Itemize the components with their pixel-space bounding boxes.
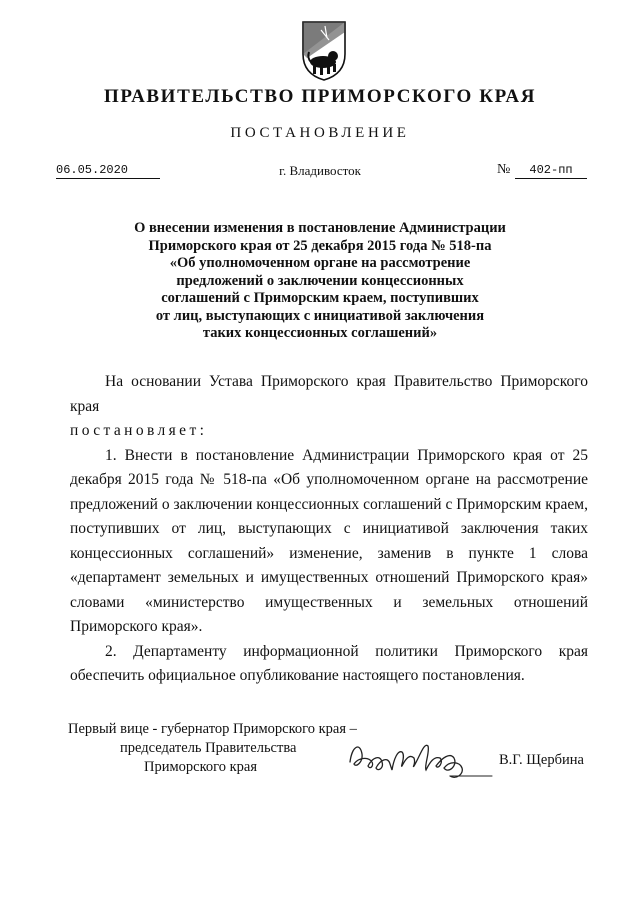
- heading-line: от лиц, выступающих с инициативой заключения: [155, 307, 485, 324]
- government-title: ПРАВИТЕЛЬСТВО ПРИМОРСКОГО КРАЯ: [103, 86, 537, 107]
- document-city: г. Владивосток: [279, 163, 361, 178]
- position-line: Первый вице - губернатор Приморского края –: [68, 721, 357, 737]
- intro-paragraph: На основании Устава Приморского края Правительство Приморского края: [70, 373, 588, 415]
- decree-word: постановляет:: [70, 422, 208, 439]
- heading-line: таких концессионных соглашений»: [202, 325, 438, 341]
- coat-of-arms-icon: [297, 18, 351, 82]
- document-type: ПОСТАНОВЛЕНИЕ: [230, 125, 410, 141]
- signer-name: В.Г. Щербина: [499, 752, 584, 768]
- heading-line: «Об уполномоченном органе на рассмотрение: [169, 255, 471, 271]
- document-number: 402-пп: [515, 163, 587, 179]
- heading-line: О внесении изменения в постановление Администрации: [134, 220, 506, 236]
- heading-line: соглашений с Приморским краем, поступивших: [161, 290, 479, 306]
- document-body: [70, 370, 588, 689]
- heading-line: Приморского края от 25 декабря 2015 года № 518-па: [148, 237, 492, 254]
- signatory-position: [68, 720, 357, 777]
- clause-1: 1. Внести в постановление Администрации Приморского края от 25 декабря 2015 года № 518-па «Об уполномоченном органе на рассмотрение предложений о заключении концессионных соглашений с Приморским краем, поступивших от лиц, выступающих с инициативой заключения таких концессионных соглашений» изменение, заменив в пункте 1 слова «департамент земельных и имущественных отношений Приморского края» словами «министерство имущественных и земельных отношений Приморского края».: [70, 446, 588, 635]
- number-sign: №: [497, 162, 511, 177]
- heading-line: предложений о заключении концессионных: [176, 272, 464, 289]
- position-line: председатель Правительства: [120, 740, 297, 756]
- document-date: 06.05.2020: [56, 163, 160, 179]
- handwritten-signature-icon: [346, 732, 496, 784]
- clause-2: 2. Департаменту информационной политики Приморского края обеспечить официальное опубликование настоящего постановления.: [70, 642, 588, 684]
- document-heading: [100, 220, 540, 343]
- position-line: Приморского края: [144, 759, 258, 775]
